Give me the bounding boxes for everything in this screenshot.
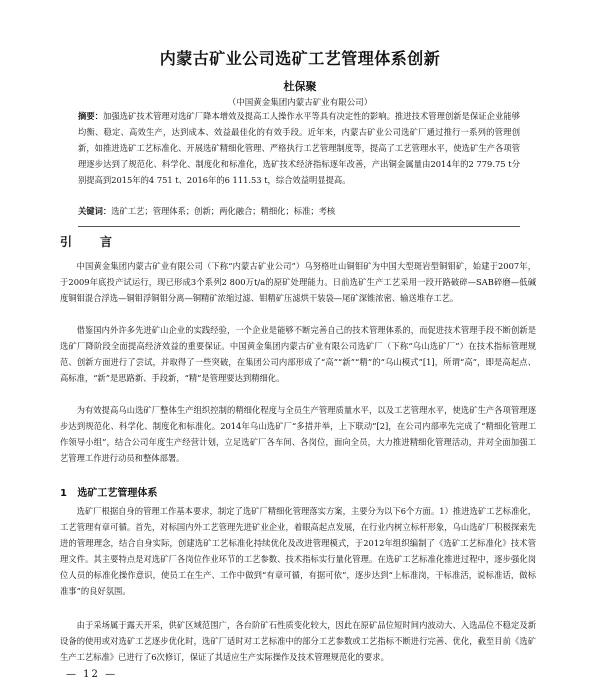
author-affiliation: （中国黄金集团内蒙古矿业有限公司） [227,98,373,108]
keywords-text: 选矿工艺；管理体系；创新；两化融合；精细化；标准；考核 [111,206,336,216]
body-paragraph-1: 中国黄金集团内蒙古矿业有限公司（下称“内蒙古矿业公司”）乌努格吐山铜钼矿为中国大型斑岩型铜钼矿，始建于2007年，于2009年底投产试运行，现已形成3个系列2 800万t/a的原矿处理能力。日前选矿生产工艺采用一段开路破碎—SAB碎磨—低碱度铜钼混合浮选—铜钼浮铜钼分离—铜精矿浓缩过滤、钼精矿压滤烘干装袋—尾矿深锥浓密、输送堆存工艺。 [60,261,536,303]
abstract [78,108,520,188]
page-number: — 12 — [66,669,118,680]
body-paragraph-3: 为有效提高乌山选矿厂整体生产组织控制的精细化程度与全员生产管理质量水平，以及工艺管理水平，使选矿生产各项管理逐步达到规范化、科学化、制度化和标准化。2014年乌山选矿厂“多措并举，上下联动”[2]，在公司内部率先完成了“精细化管理工作领导小组”，结合公司年度生产经营计划，立足选矿厂各车间、各岗位，面向全员，大力推进精细化管理活动，并对全面加强工艺管理工作进行动员和整体部署。 [60,405,536,463]
keywords [78,203,520,219]
body-paragraph-5: 由于采场属于露天开采，供矿区域范围广，各台阶矿石性质变化较大，因此在原矿品位短时间内波动大、入选品位不稳定及新设备的使用或对选矿工艺逐步优化时，选矿厂适时对工艺标准中的部分工艺参数或工艺指标不断进行完善、优化，截至目前《选矿生产工艺标准》已进行了6次修订，保证了其适应生产实际操作及技术管理规范化的要求。 [60,620,536,662]
abstract-label: 摘要： [78,111,104,121]
section-heading-1 [60,484,157,499]
article-title: 内蒙古矿业公司选矿工艺管理体系创新 [159,49,441,68]
author-name: 杜保聚 [283,80,317,93]
section-heading-intro: 引 言 [60,235,121,249]
body-paragraph-4: 选矿厂根据自身的管理工作基本要求，制定了选矿厂精细化管理落实方案，主要分为以下6个方面。1）推进选矿工艺标准化，工艺管理有章可循。首先，对标国内外工艺管理先进矿业企业，着眼高起点发展，在行业内树立标杆形象，乌山选矿厂积极探索先进的管理理念，结合自身实际，创建选矿工艺标准化持续优化及改进管理模式，于2012年组织编制了《选矿工艺标准化》技术管理文件。其主要特点是对选矿厂各岗位作业环节的工艺参数、技术指标实行量化管理。在选矿工艺标准化推进过程中，逐步强化岗位人员的标准化操作意识，使员工在生产、工作中做到“有章可循，有据可依”，逐步达到“上标准岗，干标准活，说标准话，做标准事”的良好氛围。 [60,506,536,596]
body-paragraph-2: 借鉴国内外许多先进矿山企业的实践经验，一个企业是能够不断完善自己的技术管理体系的，而促进技术管理手段不断创新是选矿厂降阶段全面提高经济效益的重要保证。中国黄金集团内蒙古矿业有限公司选矿厂（下称“乌山选矿厂”）在技术指标管理规范、创新方面进行了尝试，并取得了一些突破，在集团公司内部形成了“高”“新”“精”的“乌山模式”[1]，所谓“高”，即是高起点、高标准，“新”是思路新、手段新，“精”是管理要达到精细化。 [60,325,536,383]
section-number: 1 [60,488,67,499]
header-divider [78,226,520,227]
section-title: 选矿工艺管理体系 [77,488,158,499]
abstract-text: 加强选矿技术管理对选矿厂降本增效及提高工人操作水平等具有决定性的影响。推进技术管理创新是保证企业能够均衡、稳定、高效生产，达到成本、效益最佳化的有效手段。近年来，内蒙古矿业公司选矿厂通过推行一系列的管理创新，如推进选矿工艺标准化、开展选矿精细化管理、严格执行工艺管理制度等，提高了工艺管理水平，使选矿生产各项管理逐步达到了规范化、科学化、制度化和标准化，选矿技术经济指标逐年改善，产出铜金属量由2014年的2 779.75 t分别提高到2015年的4 751 t、2016年的6 111.53 t，综合效益明显提高。 [78,111,520,185]
keywords-label: 关键词： [78,206,112,216]
